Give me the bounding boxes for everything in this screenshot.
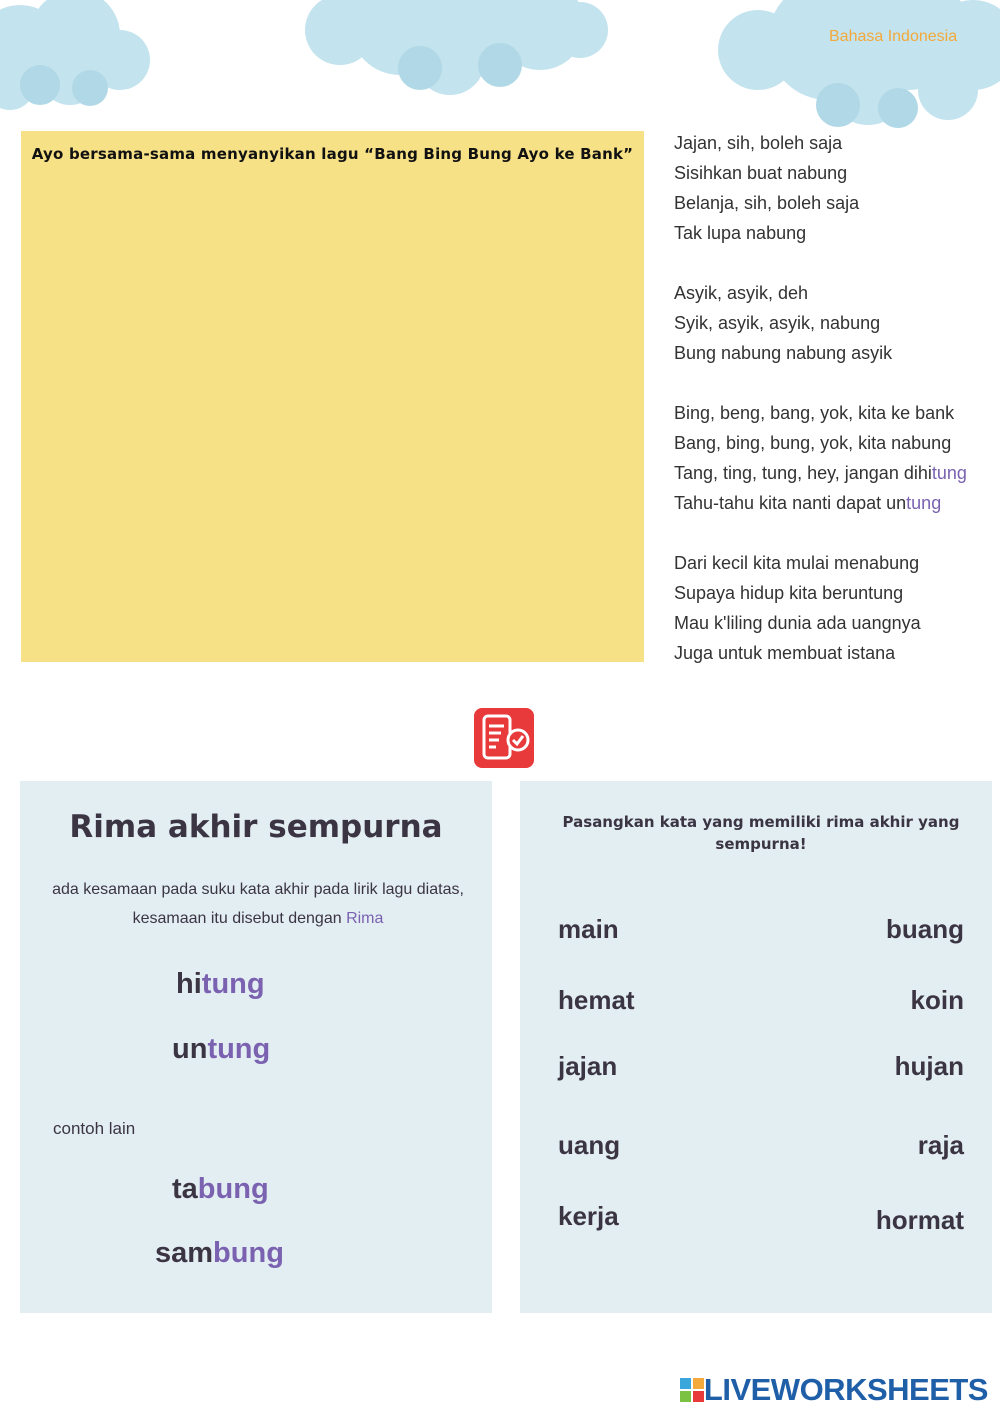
match-left-word[interactable]: jajan (558, 1051, 618, 1081)
video-box[interactable] (21, 131, 644, 662)
word-prefix: ta (172, 1173, 198, 1205)
rima-description-text: ada kesamaan pada suku kata akhir pada lirik lagu diatas, kesamaan itu disebut dengan (52, 881, 464, 927)
match-right-word[interactable]: buang (886, 914, 964, 944)
word-prefix: un (172, 1033, 208, 1065)
lyric-text: Tang, ting, tung, hey, jangan dihi (674, 463, 932, 483)
match-left-word[interactable]: main (558, 914, 619, 944)
lyric-line: Sisihkan buat nabung (674, 163, 848, 183)
rima-panel (20, 781, 492, 1313)
task-checklist-icon (474, 708, 534, 768)
lyric-line: Bing, beng, bang, yok, kita ke bank (674, 403, 955, 423)
matching-panel (520, 781, 992, 1313)
lyric-line (674, 491, 1000, 521)
rhyme-example-word (155, 1237, 284, 1270)
rhyme-example-word (176, 968, 265, 1001)
lyric-line: Juga untuk membuat istana (674, 643, 896, 663)
match-right-word[interactable]: koin (910, 985, 964, 1015)
lyric-line: Dari kecil kita mulai menabung (674, 553, 920, 573)
rhyme-example-word (172, 1033, 270, 1066)
lyric-line: Mau k'liling dunia ada uangnya (674, 613, 921, 633)
word-prefix: hi (176, 968, 202, 1000)
word-rhyme: tung (207, 1033, 271, 1065)
rima-title: Rima akhir sempurna (69, 809, 443, 845)
lyric-line: Supaya hidup kita beruntung (674, 583, 904, 603)
cloud-right (718, 0, 1000, 130)
lyric-line: Asyik, asyik, deh (674, 283, 809, 303)
lyric-line: Jajan, sih, boleh saja (674, 133, 843, 153)
matching-instructions: Pasangkan kata yang memiliki rima akhir yang sempurna! (562, 813, 960, 853)
other-examples-label: contoh lain (53, 1119, 136, 1138)
match-right-word[interactable]: hujan (894, 1051, 964, 1081)
match-left-word[interactable]: kerja (558, 1201, 619, 1231)
word-prefix: sam (155, 1237, 214, 1269)
rima-term: Rima (346, 910, 384, 927)
lyric-line (674, 461, 1000, 491)
word-rhyme: bung (213, 1237, 284, 1269)
lyric-line: Syik, asyik, asyik, nabung (674, 313, 881, 333)
word-rhyme: tung (201, 968, 265, 1000)
match-left-word[interactable]: uang (558, 1130, 621, 1160)
song-lyrics (674, 131, 1000, 671)
cloud-middle (300, 0, 610, 100)
cloud-left (0, 0, 160, 110)
rhyme-highlight: tung (931, 463, 967, 483)
rhyme-highlight: tung (906, 493, 942, 513)
match-right-word[interactable]: raja (917, 1130, 964, 1160)
match-left-word[interactable]: hemat (558, 985, 635, 1015)
lyric-line: Bang, bing, bung, yok, kita nabung (674, 433, 952, 453)
brand-name: LIVEWORKSHEETS (703, 1372, 988, 1407)
rhyme-example-word (172, 1173, 269, 1206)
lyric-line: Tak lupa nabung (674, 223, 807, 243)
subject-label: Bahasa Indonesia (829, 28, 958, 45)
liveworksheets-logo[interactable] (680, 1372, 988, 1408)
lyric-line: Belanja, sih, boleh saja (674, 193, 860, 213)
rima-description (48, 875, 468, 933)
match-right-word[interactable]: hormat (875, 1205, 964, 1235)
video-title: Ayo bersama-sama menyanyikan lagu “Bang Bing Bung Ayo ke Bank” (31, 145, 634, 163)
lyric-line: Bung nabung nabung asyik (674, 343, 893, 363)
word-rhyme: bung (197, 1173, 269, 1205)
lyric-text: Tahu-tahu kita nanti dapat un (674, 493, 907, 513)
liveworksheets-logo-icon (680, 1378, 704, 1402)
